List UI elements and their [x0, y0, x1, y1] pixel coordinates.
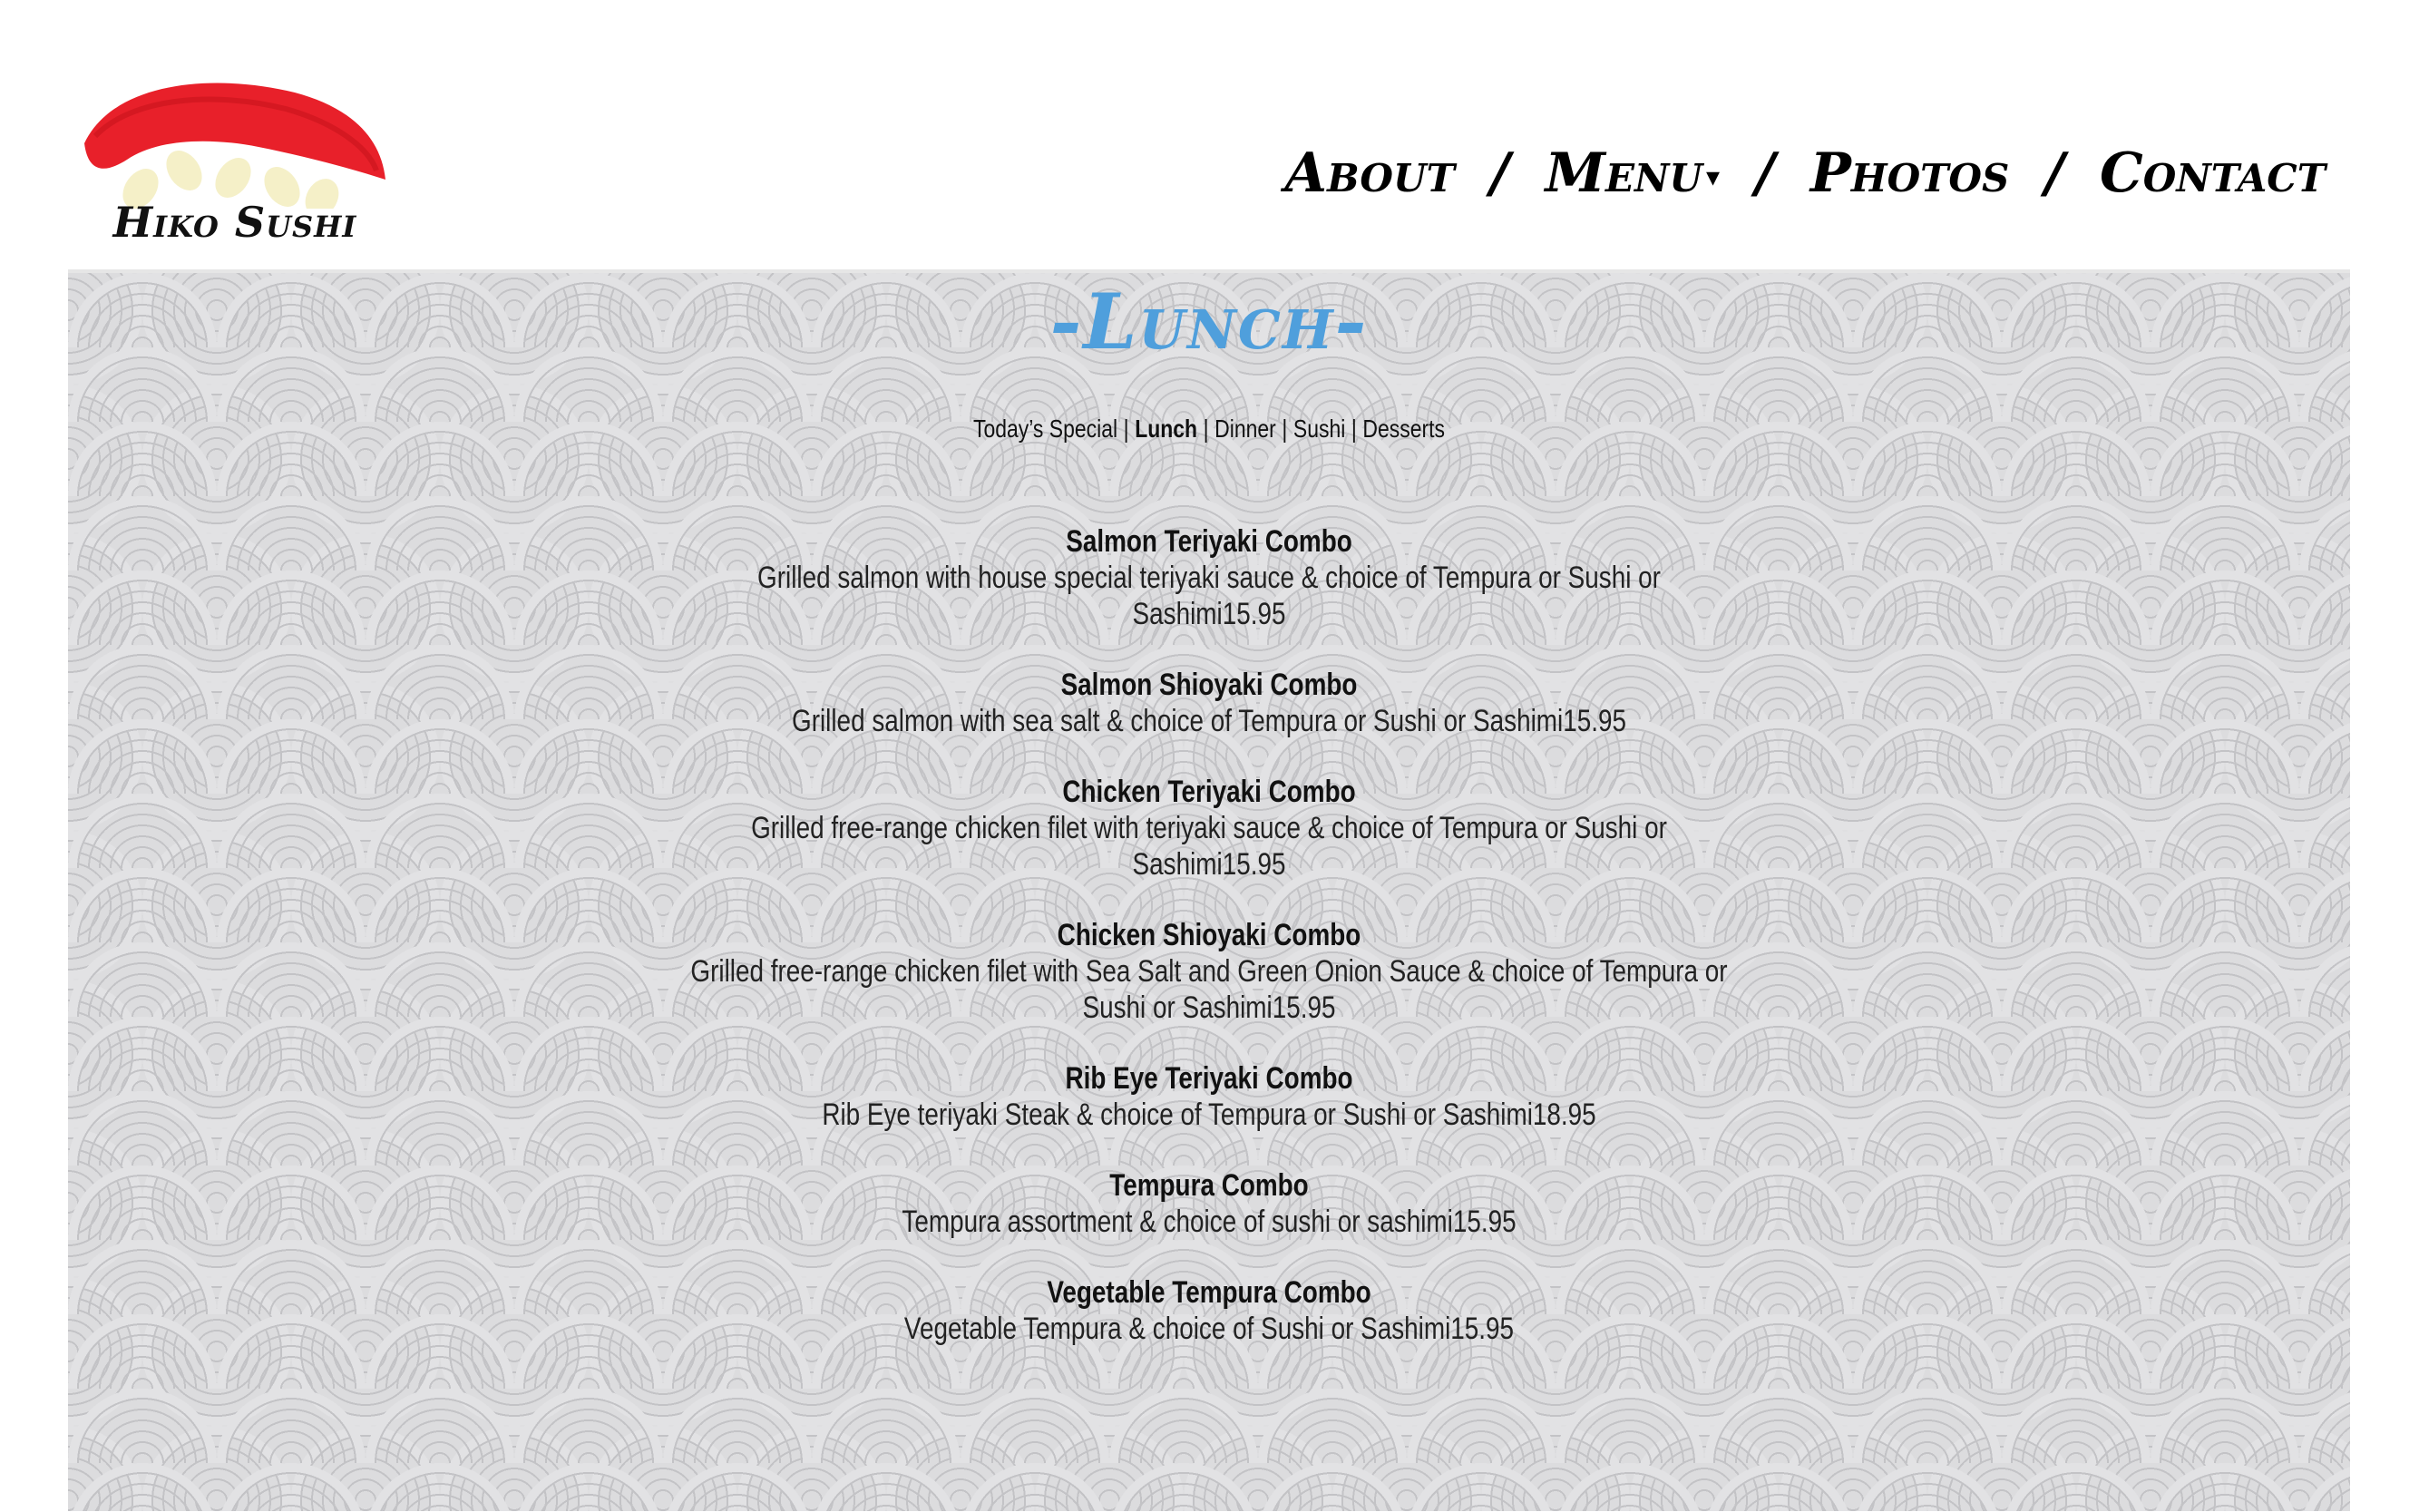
dish-name: Salmon Teriyaki Combo [1066, 524, 1352, 559]
dish-item [674, 1167, 1744, 1240]
dish-name: Vegetable Tempura Combo [1047, 1275, 1371, 1310]
dish-item [674, 774, 1744, 883]
dish-name: Rib Eye Teriyaki Combo [1065, 1061, 1353, 1096]
nav-separator: / [1754, 141, 1775, 205]
dish-price: 15.95 [1222, 847, 1286, 882]
dish-item [674, 917, 1744, 1026]
category-separator: | [1282, 415, 1288, 443]
nav-photos[interactable]: Photos [1809, 141, 2010, 205]
dish-price: 15.95 [1450, 1312, 1515, 1346]
nav-separator: / [2044, 141, 2065, 205]
dish-description [681, 1204, 1737, 1240]
chevron-down-icon: ▾ [1706, 161, 1721, 193]
nav-separator: / [1489, 141, 1510, 205]
category-separator: | [1203, 415, 1209, 443]
dish-description-text: Grilled free-range chicken filet with teriyaki sauce & choice of Tempura or Sushi or Sashimi [751, 811, 1667, 882]
dish-description [681, 1311, 1737, 1347]
dish-description [681, 560, 1737, 632]
dish-description-text: Tempura assortment & choice of sushi or sashimi [902, 1205, 1453, 1239]
dish-item [674, 1060, 1744, 1133]
dish-item [674, 667, 1744, 739]
category-desserts[interactable]: Desserts [1362, 415, 1446, 443]
page-title: -Lunch- [1049, 277, 1369, 366]
dish-price: 15.95 [1222, 597, 1286, 631]
site-header [0, 0, 2419, 268]
nav-menu[interactable] [1546, 141, 1721, 205]
dish-price: 15.95 [1563, 704, 1626, 738]
dish-price: 18.95 [1532, 1097, 1596, 1132]
category-lunch[interactable]: Lunch [1135, 415, 1198, 443]
dish-name: Chicken Teriyaki Combo [1062, 775, 1356, 809]
dish-description [681, 810, 1737, 883]
dish-price: 15.95 [1272, 990, 1336, 1025]
dish-name: Chicken Shioyaki Combo [1057, 918, 1361, 952]
dish-description [681, 953, 1737, 1026]
nav-contact[interactable]: Contact [2100, 141, 2326, 205]
category-sushi[interactable]: Sushi [1292, 415, 1346, 443]
category-separator: | [1123, 415, 1129, 443]
dish-description-text: Grilled free-range chicken filet with Sea Salt and Green Onion Sauce & choice of Tempura or Sushi or Sashimi [690, 954, 1728, 1025]
dish-name: Salmon Shioyaki Combo [1060, 668, 1358, 702]
dish-price: 15.95 [1452, 1205, 1517, 1239]
menu-panel [68, 269, 2350, 1511]
category-dinner[interactable]: Dinner [1214, 415, 1276, 443]
dish-description-text: Grilled salmon with house special teriyaki sauce & choice of Tempura or Sushi or Sashimi [757, 561, 1661, 631]
sushi-logo-graphic [77, 73, 395, 209]
nav-about[interactable]: About [1284, 141, 1455, 205]
main-nav [1285, 141, 2326, 205]
brand-name[interactable]: Hiko Sushi [112, 198, 357, 247]
dish-description-text: Vegetable Tempura & choice of Sushi or Sashimi [903, 1312, 1451, 1346]
nav-menu-label: Menu [1545, 141, 1702, 205]
category-todays-special[interactable]: Today’s Special [972, 415, 1118, 443]
dish-list [68, 523, 2350, 1347]
dish-description [681, 1097, 1737, 1133]
menu-category-nav [273, 415, 2144, 444]
dish-name: Tempura Combo [1109, 1168, 1309, 1203]
menu-content [68, 273, 2350, 1381]
dish-item [674, 1274, 1744, 1347]
dish-description [681, 703, 1737, 739]
dish-description-text: Rib Eye teriyaki Steak & choice of Tempura or Sushi or Sashimi [822, 1097, 1533, 1132]
dish-description-text: Grilled salmon with sea salt & choice of Tempura or Sushi or Sashimi [792, 704, 1564, 738]
category-separator: | [1351, 415, 1357, 443]
dish-item [674, 523, 1744, 632]
